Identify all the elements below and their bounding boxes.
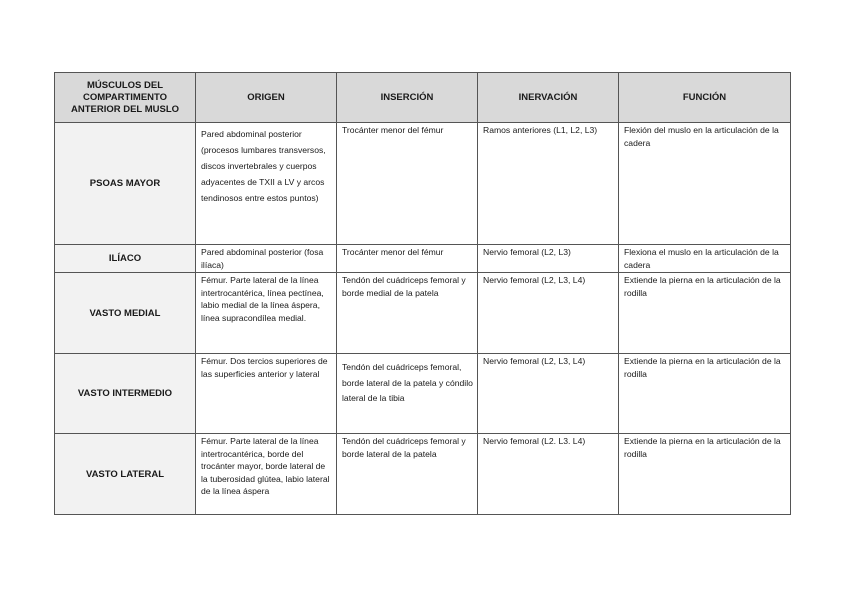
header-muscles (55, 73, 196, 123)
funcion-text: Flexiona el muslo en la articulación de la cadera (624, 247, 779, 270)
header-origen-label: ORIGEN (247, 91, 285, 103)
insercion-text: Tendón del cuádriceps femoral y borde medial de la patela (342, 275, 466, 298)
funcion-text: Extiende la pierna en la articulación de la rodilla (624, 356, 781, 379)
funcion-text: Flexión del muslo en la articulación de la cadera (624, 125, 779, 148)
header-muscles-label: MÚSCULOS DEL COMPARTIMENTO ANTERIOR DEL MUSLO (70, 79, 180, 115)
muscle-name-cell: VASTO MEDIAL (55, 273, 196, 354)
origen-text: Fémur. Parte lateral de la línea intertrocantérica, borde del trocánter mayor, borde lateral de la tuberosidad glútea, labio lateral de la línea áspera (201, 436, 330, 496)
insercion-cell (337, 273, 478, 354)
anatomy-table (54, 72, 791, 515)
origen-cell (196, 434, 337, 515)
insercion-text: Trocánter menor del fémur (342, 247, 444, 257)
inervacion-cell (478, 273, 619, 354)
origen-cell (196, 354, 337, 434)
inervacion-text: Nervio femoral (L2, L3, L4) (483, 275, 586, 285)
table-row (55, 245, 791, 273)
inervacion-cell (478, 434, 619, 515)
origen-text: Pared abdominal posterior (fosa ilíaca) (201, 247, 324, 270)
header-insercion-label: INSERCIÓN (380, 91, 434, 103)
inervacion-text: Ramos anteriores (L1, L2, L3) (483, 125, 598, 135)
insercion-cell (337, 245, 478, 273)
insercion-cell (337, 434, 478, 515)
insercion-cell (337, 123, 478, 245)
table-row (55, 273, 791, 354)
header-funcion (619, 73, 791, 123)
inervacion-text: Nervio femoral (L2, L3) (483, 247, 571, 257)
insercion-cell (337, 354, 478, 434)
origen-text: Pared abdominal posterior (procesos lumbares transversos, discos invertebrales y cuerpos adyacentes de TXII a LV y arcos tendinosos entre estos puntos) (201, 129, 326, 203)
origen-cell (196, 273, 337, 354)
origen-text: Fémur. Dos tercios superiores de las superficies anterior y lateral (201, 356, 328, 379)
funcion-cell (619, 245, 791, 273)
funcion-cell (619, 273, 791, 354)
funcion-cell (619, 434, 791, 515)
header-funcion-label: FUNCIÓN (682, 91, 727, 103)
insercion-text: Tendón del cuádriceps femoral, borde lateral de la patela y cóndilo lateral de la tibia (342, 362, 473, 403)
origen-cell (196, 123, 337, 245)
inervacion-text: Nervio femoral (L2, L3, L4) (483, 356, 586, 366)
funcion-text: Extiende la pierna en la articulación de la rodilla (624, 436, 781, 459)
muscle-name-cell: VASTO LATERAL (55, 434, 196, 515)
inervacion-cell (478, 123, 619, 245)
muscle-name-cell: VASTO INTERMEDIO (55, 354, 196, 434)
funcion-text: Extiende la pierna en la articulación de la rodilla (624, 275, 781, 298)
header-insercion (337, 73, 478, 123)
funcion-cell (619, 354, 791, 434)
inervacion-text: Nervio femoral (L2. L3. L4) (483, 436, 586, 446)
table-row (55, 123, 791, 245)
table-row (55, 354, 791, 434)
table-row (55, 434, 791, 515)
origen-text: Fémur. Parte lateral de la línea intertrocantérica, línea pectínea, labio medial de la línea áspera, línea supracondílea medial. (201, 275, 324, 323)
inervacion-cell (478, 245, 619, 273)
header-inervacion (478, 73, 619, 123)
header-inervacion-label: INERVACIÓN (518, 91, 578, 103)
inervacion-cell (478, 354, 619, 434)
insercion-text: Trocánter menor del fémur (342, 125, 444, 135)
funcion-cell (619, 123, 791, 245)
table-header-row (55, 73, 791, 123)
muscle-name-cell: ILÍACO (55, 245, 196, 273)
header-origen (196, 73, 337, 123)
muscle-name-cell: PSOAS MAYOR (55, 123, 196, 245)
origen-cell (196, 245, 337, 273)
insercion-text: Tendón del cuádriceps femoral y borde lateral de la patela (342, 436, 466, 459)
